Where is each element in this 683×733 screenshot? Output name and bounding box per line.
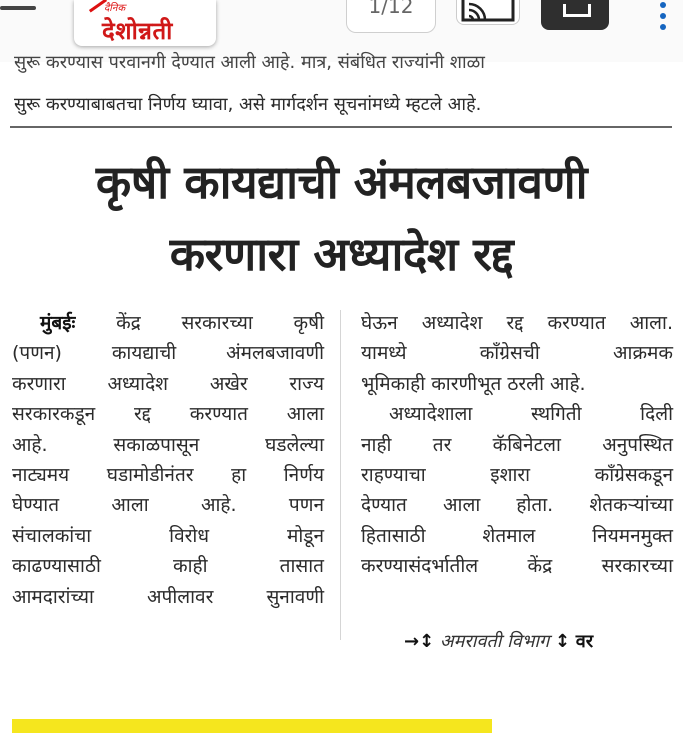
article-line: अध्यादेशाला स्थगिती दिली xyxy=(389,403,673,426)
article-line: घेण्यात आला आहे. पणन xyxy=(12,494,324,517)
logo-title: देशोन्नती xyxy=(102,17,173,45)
article-line: नाट्यमय घडामोडीनंतर हा निर्णय xyxy=(12,464,324,487)
article-column-left xyxy=(12,308,324,612)
headline-line-2: करणारा अध्यादेश रद्द xyxy=(169,227,514,281)
article-line: संचालकांचा विरोध मोडून xyxy=(12,524,324,547)
article-line: सरकारकडून रद्द करण्यात आला xyxy=(12,403,324,426)
article-line: हितासाठी शेतमाल नियमनमुक्त xyxy=(361,524,673,547)
menu-icon[interactable] xyxy=(0,6,36,10)
cast-icon xyxy=(461,0,515,22)
dateline: मुंबईः xyxy=(40,312,76,334)
article-clipping xyxy=(0,52,683,671)
continued-on-link[interactable] xyxy=(404,629,593,653)
newspaper-logo[interactable] xyxy=(74,0,216,46)
article-line: भूमिकाही कारणीभूत ठरली आहे. xyxy=(361,372,586,395)
page-indicator[interactable]: 1/12 xyxy=(346,0,436,33)
article-divider xyxy=(10,126,672,128)
article-line: करण्यासंदर्भातील केंद्र सरकारच्या xyxy=(361,555,673,578)
previous-article-line: सुरू करण्याबाबतचा निर्णय घ्यावा, असे मार्गदर्शन सूचनांमध्ये म्हटले आहे. xyxy=(14,94,482,115)
logo-tagline: दैनिक xyxy=(104,3,126,14)
cast-button[interactable] xyxy=(456,0,520,25)
article-line: काढण्यासाठी काही तासात xyxy=(12,555,324,578)
continued-arrow-icon: →↕ xyxy=(404,631,435,652)
article-column-right xyxy=(361,308,673,582)
fullscreen-button[interactable] xyxy=(541,0,609,30)
previous-article-line: सुरू करण्यास परवानगी देण्यात आली आहे. मात्र, संबंधित राज्यांनी शाळा xyxy=(14,52,485,73)
column-divider xyxy=(340,310,341,640)
article-line: आमदारांच्या अपीलावर सुनावणी xyxy=(12,585,324,608)
continued-section: अमरावती विभाग xyxy=(439,631,550,652)
fullscreen-icon xyxy=(563,4,591,17)
article-line: नाही तर कॅबिनेटला अनुपस्थित xyxy=(361,433,673,456)
next-article-highlight xyxy=(12,719,492,733)
article-line: यामध्ये काँग्रेसची आक्रमक xyxy=(361,342,673,365)
article-line: राहण्याचा इशारा काँग्रेसकडून xyxy=(361,464,673,487)
kebab-menu-icon[interactable] xyxy=(658,2,668,26)
continued-suffix: वर xyxy=(575,631,594,652)
article-line: (पणन) कायद्याची अंमलबजावणी xyxy=(12,342,324,365)
article-line: आहे. सकाळपासून घडलेल्या xyxy=(12,433,324,456)
article-line: देण्यात आला होता. शेतकऱ्यांच्या xyxy=(361,494,673,517)
article-line: घेऊन अध्यादेश रद्द करण्यात आला. xyxy=(361,312,673,334)
headline-line-1: कृषी कायद्याची अंमलबजावणी xyxy=(95,155,588,209)
continued-marker-icon: ↕ xyxy=(554,631,571,652)
article-line: करणारा अध्यादेश अखेर राज्य xyxy=(12,372,324,395)
article-line: मुंबईः केंद्र सरकारच्या कृषी xyxy=(40,312,324,334)
